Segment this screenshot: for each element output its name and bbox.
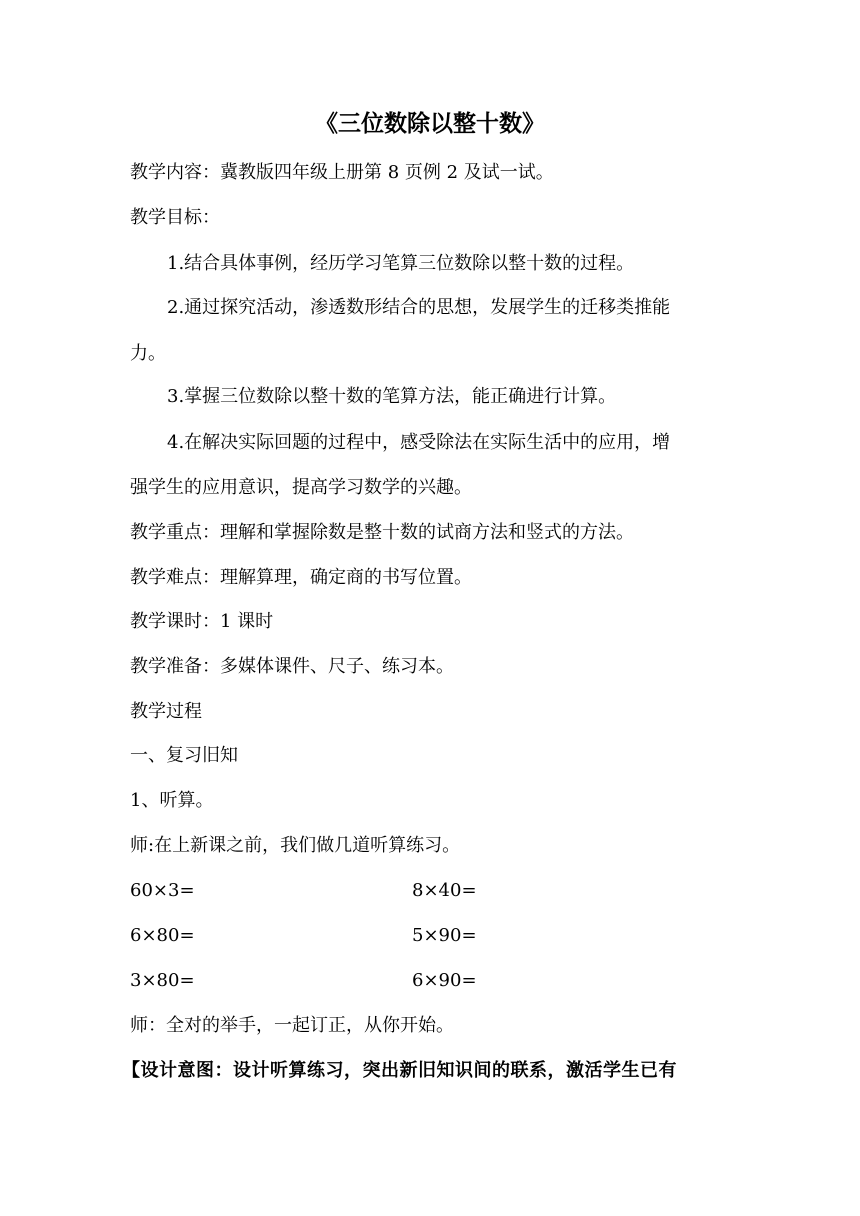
document-title: 《三位数除以整十数》 [315,111,545,137]
exercise-3-left: 3×80= [130,970,195,991]
goal-2-line-1: 2.通过探究活动，渗透数形结合的思想，发展学生的迁移类推能 [167,297,671,318]
exercise-1-right: 8×40= [412,880,477,901]
class-hours: 教学课时：1 课时 [130,611,274,632]
exercise-2-left: 6×80= [130,925,195,946]
design-intent: 【设计意图：设计听算练习，突出新旧知识间的联系，激活学生已有 [122,1060,677,1081]
goals-heading: 教学目标： [130,207,220,228]
difficulties: 教学难点：理解算理，确定商的书写位置。 [130,567,472,588]
key-points: 教学重点：理解和掌握除数是整十数的试商方法和竖式的方法。 [130,522,634,543]
exercise-1-left: 60×3= [130,880,195,901]
goal-4-line-2: 强学生的应用意识，提高学习数学的兴趣。 [130,477,472,498]
item-1-heading: 1、听算。 [130,790,214,811]
goal-3: 3.掌握三位数除以整十数的笔算方法，能正确进行计算。 [167,386,617,407]
section-1-heading: 一、复习旧知 [130,745,238,766]
goal-1: 1.结合具体事例，经历学习笔算三位数除以整十数的过程。 [167,253,635,274]
exercise-3-right: 6×90= [412,970,477,991]
teaching-content: 教学内容：冀教版四年级上册第 8 页例 2 及试一试。 [130,162,554,183]
teacher-line-2: 师：全对的举手，一起订正，从你开始。 [130,1015,454,1036]
teacher-line-1: 师:在上新课之前，我们做几道听算练习。 [130,835,461,856]
exercise-2-right: 5×90= [412,925,477,946]
goal-4-line-1: 4.在解决实际回题的过程中，感受除法在实际生活中的应用，增 [167,432,671,453]
preparation: 教学准备：多媒体课件、尺子、练习本。 [130,656,454,677]
process-heading: 教学过程 [130,701,202,722]
goal-2-line-2: 力。 [130,343,166,364]
